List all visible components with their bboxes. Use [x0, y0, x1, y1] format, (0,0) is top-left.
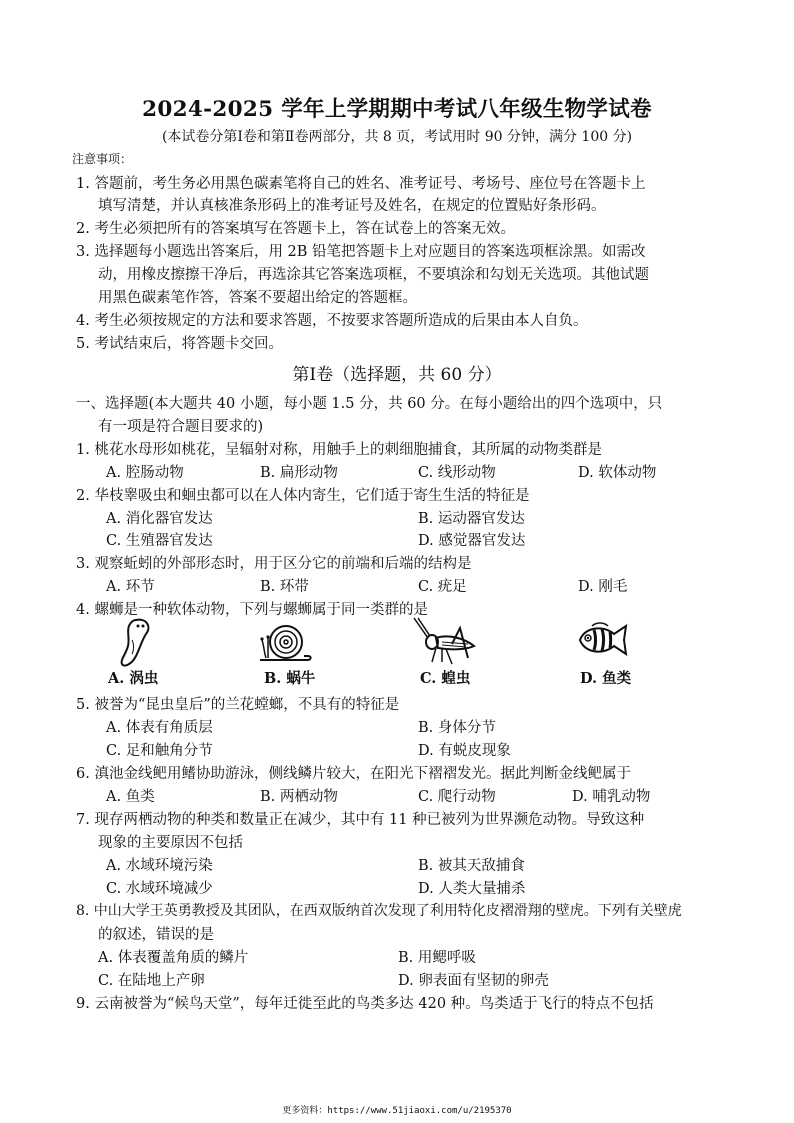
question-stem: 8. 中山大学王英勇教授及其团队，在西双版纳首次发现了利用特化皮褶滑翔的壁虎。下列有关壁虎	[76, 903, 682, 919]
question-stem: 6. 滇池金线鲃用鳍协助游泳，侧线鳞片较大，在阳光下褶褶发光。据此判断金线鲃属于	[76, 766, 631, 782]
question-stem: 现象的主要原因不包括	[98, 835, 243, 851]
option-b: B. 蜗牛	[264, 670, 316, 687]
option-b: B. 环带	[260, 579, 309, 595]
flatworm-icon	[112, 614, 162, 670]
option-c: C. 足和触角分节	[106, 743, 213, 759]
question-stem: 3. 观察蚯蚓的外部形态时，用于区分它的前端和后端的结构是	[76, 556, 472, 572]
page-subtitle: (本试卷分第Ⅰ卷和第Ⅱ卷两部分，共 8 页，考试用时 90 分钟，满分 100 分)	[161, 129, 633, 145]
section-title: 第Ⅰ卷（选择题，共 60 分）	[292, 365, 502, 385]
option-d: D. 哺乳动物	[572, 789, 651, 805]
option-c: C. 生殖器官发达	[106, 533, 213, 549]
option-a: A. 体表覆盖角质的鳞片	[98, 950, 249, 966]
option-b: B. 被其天敌捕食	[418, 858, 525, 874]
notice-line: 3. 选择题每小题选出答案后，用 2B 铅笔把答题卡上对应题目的答案选项框涂黑。如需改	[76, 244, 646, 260]
option-a: A. 水域环境污染	[106, 858, 213, 874]
question-stem: 5. 被誉为“昆虫皇后”的兰花螳螂，不具有的特征是	[76, 697, 400, 713]
option-a: A. 体表有角质层	[106, 720, 213, 736]
option-a: A. 环节	[106, 579, 155, 595]
option-a: A. 鱼类	[106, 789, 155, 805]
option-d: D. 软体动物	[578, 465, 657, 481]
option-c: C. 疣足	[418, 579, 467, 595]
question-stem: 的叙述，错误的是	[98, 927, 214, 943]
option-c: C. 水域环境减少	[106, 881, 213, 897]
option-b: B. 身体分节	[418, 720, 496, 736]
section-intro: 有一项是符合题目要求的)	[98, 419, 264, 435]
snail-icon	[256, 620, 314, 666]
option-c: C. 爬行动物	[418, 789, 496, 805]
option-b: B. 运动器官发达	[418, 511, 525, 527]
question-stem: 7. 现存两栖动物的种类和数量正在减少，其中有 11 种已被列为世界濒危动物。导致这种	[76, 812, 645, 828]
notice-line: 用黑色碳素笔作答，答案不要超出给定的答题框。	[98, 290, 417, 306]
question-stem: 9. 云南被誉为“候鸟天堂”，每年迁徙至此的鸟类多达 420 种。鸟类适于飞行的特点不包括	[76, 996, 654, 1012]
option-d: D. 人类大量捕杀	[418, 881, 526, 897]
option-b: B. 扁形动物	[260, 465, 338, 481]
notice-line: 动，用橡皮擦擦干净后，再选涂其它答案选项框，不要填涂和勾划无关选项。其他试题	[98, 267, 649, 283]
option-a: A. 消化器官发达	[106, 511, 213, 527]
notice-line: 填写清楚，并认真核准条形码上的准考证号及姓名，在规定的位置贴好条形码。	[98, 198, 606, 214]
option-d: D. 刚毛	[578, 579, 628, 595]
option-c: C. 在陆地上产卵	[98, 973, 205, 989]
option-c: C. 蝗虫	[420, 670, 471, 687]
notice-heading: 注意事项：	[72, 152, 133, 166]
option-c: C. 线形动物	[418, 465, 496, 481]
notice-line: 2. 考生必须把所有的答案填写在答题卡上，答在试卷上的答案无效。	[76, 221, 515, 237]
grasshopper-icon	[408, 614, 480, 668]
option-d: D. 鱼类	[580, 670, 632, 687]
question-stem: 1. 桃花水母形如桃花，呈辐射对称，用触手上的刺细胞捕食，其所属的动物类群是	[76, 442, 602, 458]
page-title: 2024-2025 学年上学期期中考试八年级生物学试卷	[142, 97, 652, 122]
notice-line: 1. 答题前，考生务必用黑色碳素笔将自己的姓名、准考证号、考场号、座位号在答题卡上	[76, 176, 646, 192]
option-b: B. 两栖动物	[260, 789, 338, 805]
section-intro: 一、选择题(本大题共 40 小题，每小题 1.5 分，共 60 分。在每小题给出的四个选项中，只	[76, 396, 663, 412]
notice-line: 4. 考生必须按规定的方法和要求答题，不按要求答题所造成的后果由本人自负。	[76, 313, 588, 329]
fish-icon	[574, 620, 632, 662]
option-d: D. 感觉器官发达	[418, 533, 526, 549]
option-d: D. 卵表面有坚韧的卵壳	[398, 973, 549, 989]
question-stem: 2. 华枝睾吸虫和蛔虫都可以在人体内寄生，它们适于寄生生活的特征是	[76, 488, 530, 504]
option-a: A. 腔肠动物	[106, 465, 184, 481]
option-d: D. 有蜕皮现象	[418, 743, 511, 759]
option-a: A. 涡虫	[108, 670, 159, 687]
notice-line: 5. 考试结束后，将答题卡交回。	[76, 336, 283, 352]
question-stem: 4. 螺蛳是一种软体动物，下列与螺蛳属于同一类群的是	[76, 602, 428, 618]
option-b: B. 用鳃呼吸	[398, 950, 476, 966]
footer-link[interactable]: 更多资料：https://www.51jiaoxi.com/u/2195370	[282, 1106, 512, 1116]
